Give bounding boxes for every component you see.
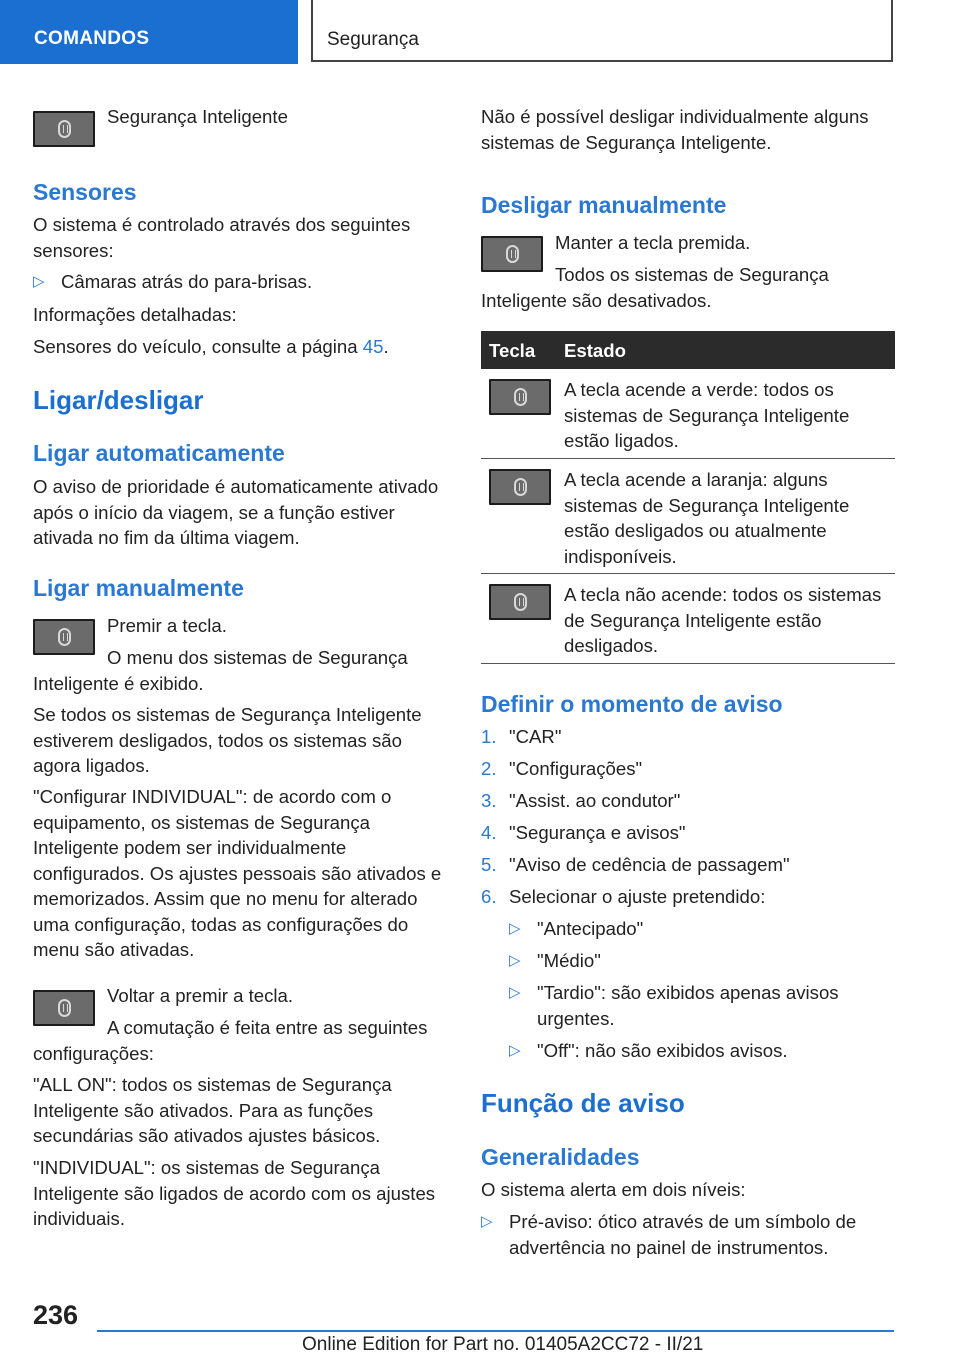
option-text: "Off": não são exibidos avisos. [537,1040,788,1061]
heading-sensores: Sensores [33,179,137,205]
row-state-text: A tecla acende a laranja: alguns sistemas de Segurança Inteligente estão desligados ou atualmente indisponíveis. [564,469,850,567]
column-header-estado: Estado [564,340,626,361]
list-item [33,269,448,295]
safety-icon [506,245,519,263]
step-number: 2. [481,758,497,779]
option-text: "Tardio": são exibidos apenas avisos urgentes. [537,982,839,1029]
manual-text2: "Configurar INDIVIDUAL": de acordo com o equipamento, os sistemas de Segurança Inteligente podem ser individualmente configurados. Os ajustes pessoais são ativados e memorizados. Assim que no menu for alterado uma configuração, todas as configurações do menu são ativadas. [33,786,442,960]
safety-button-image [489,379,551,415]
chapter-title: Segurança [327,29,419,50]
manual-text1: Se todos os sistemas de Segurança Inteligente estiverem desligados, todos os sistemas são agora ligados. [33,704,422,776]
step-number: 5. [481,854,497,875]
general-text: O sistema alerta em dois níveis: [481,1179,746,1200]
bullet-text: Pré-aviso: ótico através de um símbolo de advertência no painel de instrumentos. [509,1211,857,1258]
manual-step2: O menu dos sistemas de Segurança Inteligente é exibido. [33,647,408,694]
page-number: 236 [33,1300,79,1330]
voltar-step2: A comutação é feita entre as seguintes configurações: [33,1017,428,1064]
all-on-text: "ALL ON": todos os sistemas de Segurança Inteligente são ativados. Para as funções secundárias são ativados ajustes básicos. [33,1074,392,1146]
safety-icon [514,593,527,611]
page-link[interactable]: 45 [362,336,384,357]
auto-text: O aviso de prioridade é automaticamente ativado após o início da viagem, se a função estiver ativada no fim da última viagem. [33,476,439,548]
step-number: 1. [481,726,497,747]
heading-desligar-manual: Desligar manualmente [481,192,727,218]
intro-text: Não é possível desligar individualmente alguns sistemas de Segurança Inteligente. [481,106,869,153]
step-number: 6. [481,886,497,907]
bullet-text: Câmaras atrás do para-brisas. [61,271,313,292]
row-state-text: A tecla acende a verde: todos os sistemas de Segurança Inteligente estão ligados. [564,379,850,451]
triangle-bullet-icon: ▷ [33,273,45,290]
heading-definir: Definir o momento de aviso [481,691,783,717]
manual-step1: Premir a tecla. [107,615,227,636]
option-text: "Antecipado" [537,918,644,939]
step-item [481,756,895,782]
step-text: Selecionar o ajuste pretendido: [509,886,766,907]
step-item [481,788,895,814]
step-text: "Segurança e avisos" [509,822,686,843]
reference-end: . [383,336,389,357]
triangle-bullet-icon: ▷ [509,984,521,1001]
table-row [481,369,895,459]
safety-icon [514,478,527,496]
step-text: "Aviso de cedência de passagem" [509,854,790,875]
step-number: 4. [481,822,497,843]
option-item [509,1038,895,1064]
section-tab [0,0,298,64]
option-item [509,980,895,1031]
heading-ligar-desligar: Ligar/desligar [33,385,204,415]
safety-button-image [489,469,551,505]
heading-generalidades: Generalidades [481,1144,640,1170]
button-caption: Segurança Inteligente [107,106,288,127]
step-item [481,884,895,910]
desligar-step1: Manter a tecla premida. [555,232,751,253]
triangle-bullet-icon: ▷ [481,1213,493,1230]
step-item [481,820,895,846]
step-text: "Assist. ao condutor" [509,790,681,811]
option-text: "Médio" [537,950,601,971]
voltar-step1: Voltar a premir a tecla. [107,985,294,1006]
individual-text: "INDIVIDUAL": os sistemas de Segurança Inteligente são ligados de acordo com os ajustes individuais. [33,1157,436,1229]
column-header-tecla: Tecla [489,340,536,361]
info-label: Informações detalhadas: [33,304,237,325]
step-number: 3. [481,790,497,811]
desligar-step2: Todos os sistemas de Segurança Inteligente são desativados. [481,264,829,311]
triangle-bullet-icon: ▷ [509,952,521,969]
heading-ligar-manual: Ligar manualmente [33,575,244,601]
option-item [509,948,895,974]
option-item [509,916,895,942]
sensores-text: O sistema é controlado através dos seguintes sensores: [33,214,411,261]
step-item [481,724,895,750]
safety-button-image [489,584,551,620]
row-state-text: A tecla não acende: todos os sistemas de Segurança Inteligente estão desligados. [564,584,882,656]
step-text: "Configurações" [509,758,643,779]
edition-text: Online Edition for Part no. 01405A2CC72 - II/21 [302,1334,704,1355]
triangle-bullet-icon: ▷ [509,1042,521,1059]
list-item [481,1209,895,1260]
chapter-box [311,0,893,62]
heading-funcao: Função de aviso [481,1088,685,1118]
triangle-bullet-icon: ▷ [509,920,521,937]
reference-text: Sensores do veículo, consulte a página [33,336,363,357]
table-header [481,331,895,369]
safety-icon [58,628,71,646]
section-title: COMANDOS [34,28,150,49]
table-row [481,459,895,574]
safety-button-image [33,111,95,147]
table-row [481,574,895,664]
safety-icon [58,120,71,138]
sensores-reference [33,334,448,360]
footer-divider [97,1330,894,1332]
step-item [481,852,895,878]
heading-ligar-auto: Ligar automaticamente [33,440,285,466]
safety-icon [514,388,527,406]
step-text: "CAR" [509,726,562,747]
